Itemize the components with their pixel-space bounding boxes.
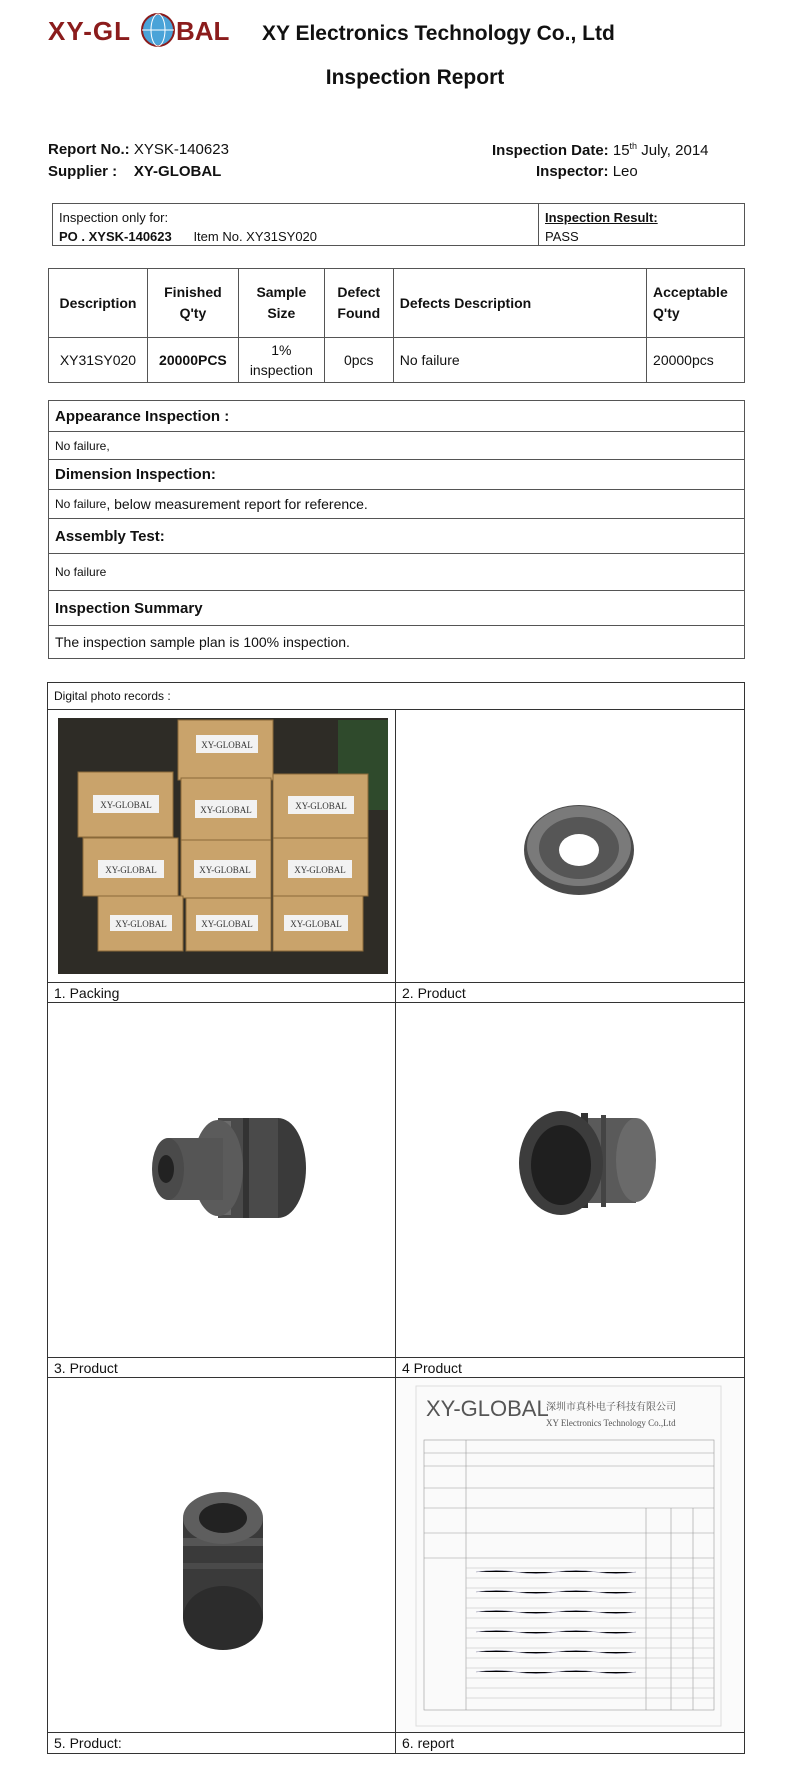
svg-text:XY-GLOBAL: XY-GLOBAL: [200, 805, 252, 815]
table-header-row: [49, 269, 745, 338]
cell-defects-description: No failure: [393, 338, 646, 383]
svg-text:BAL: BAL: [176, 16, 230, 46]
svg-text:XY-GL: XY-GL: [48, 16, 132, 46]
th-acceptable-qty: Acceptable Q'ty: [647, 269, 745, 338]
report-photo: [396, 1378, 744, 1733]
photo-cell-packing: [48, 710, 396, 1003]
svg-text:XY Electronics Technology Co.,: XY Electronics Technology Co.,Ltd: [546, 1418, 676, 1428]
company-logo: [48, 10, 248, 50]
svg-text:XY-GLOBAL: XY-GLOBAL: [290, 919, 342, 929]
supplier: Supplier : XY-GLOBAL: [48, 163, 222, 180]
assembly-title: Assembly Test:: [49, 519, 744, 554]
svg-text:XY-GLOBAL: XY-GLOBAL: [105, 865, 157, 875]
svg-text:XY-GLOBAL: XY-GLOBAL: [426, 1396, 549, 1421]
po-line: PO . XYSK-140623 Item No. XY31SY020: [59, 229, 318, 244]
th-description: Description: [49, 269, 148, 338]
po-box: [52, 203, 745, 246]
th-finished-qty: Finished Q'ty: [147, 269, 238, 338]
cell-sample-size: 1% inspection: [238, 338, 324, 383]
svg-text:XY-GLOBAL: XY-GLOBAL: [199, 865, 251, 875]
th-sample-size: Sample Size: [238, 269, 324, 338]
assembly-text: No failure: [49, 554, 744, 591]
th-defects-description: Defects Description: [393, 269, 646, 338]
product-photo-2: [396, 710, 744, 983]
product-photo-4: [396, 1003, 744, 1358]
cell-acceptable-qty: 20000pcs: [647, 338, 745, 383]
dimension-text: No failure , below measurement report for reference.: [49, 490, 744, 519]
photo-row-1: [48, 710, 744, 1003]
svg-text:XY-GLOBAL: XY-GLOBAL: [100, 800, 152, 810]
photo-row-3: [48, 1378, 744, 1753]
svg-text:XY-GLOBAL: XY-GLOBAL: [201, 919, 253, 929]
report-title: Inspection Report: [325, 66, 505, 89]
dimension-title: Dimension Inspection:: [49, 460, 744, 490]
product-photo-3: [48, 1003, 395, 1358]
packing-photo: [48, 710, 395, 983]
photo-cell-product-2: [396, 710, 744, 1003]
appearance-title: Appearance Inspection :: [49, 401, 744, 432]
caption-2: 2. Product: [396, 983, 744, 1003]
summary-title: Inspection Summary: [49, 591, 744, 626]
photo-row-2: [48, 1003, 744, 1378]
svg-text:XY-GLOBAL: XY-GLOBAL: [201, 740, 253, 750]
inspector: Inspector: Leo: [536, 163, 638, 180]
cell-defect-found: 0pcs: [324, 338, 393, 383]
photo-records: [47, 682, 745, 1754]
inspection-sections: [48, 400, 745, 659]
product-photo-5: [48, 1378, 395, 1733]
result-label: Inspection Result:: [545, 210, 658, 225]
svg-text:XY-GLOBAL: XY-GLOBAL: [295, 801, 347, 811]
svg-text:深圳市真朴电子科技有限公司: 深圳市真朴电子科技有限公司: [546, 1402, 676, 1413]
photo-cell-product-3: [48, 1003, 396, 1378]
appearance-text: No failure,: [49, 432, 744, 460]
caption-5: 5. Product:: [54, 1735, 122, 1751]
photos-title: Digital photo records :: [48, 683, 744, 710]
result-value: PASS: [545, 229, 579, 244]
th-defect-found: Defect Found: [324, 269, 393, 338]
company-name: XY Electronics Technology Co., Ltd: [262, 22, 615, 45]
photo-cell-report: [396, 1378, 744, 1753]
summary-table: [48, 268, 745, 383]
caption-3: 3. Product: [48, 1358, 395, 1378]
photo-cell-product-5: [48, 1378, 396, 1753]
summary-text: The inspection sample plan is 100% inspection.: [55, 634, 350, 650]
caption-4: 4 Product: [396, 1358, 744, 1378]
caption-6: 6. report: [402, 1735, 455, 1751]
cell-description: XY31SY020: [49, 338, 148, 383]
caption-1: 1. Packing: [48, 983, 395, 1003]
cell-finished-qty: 20000PCS: [147, 338, 238, 383]
report-no: Report No.: XYSK-140623: [48, 141, 229, 158]
svg-text:XY-GLOBAL: XY-GLOBAL: [294, 865, 346, 875]
photo-cell-product-4: [396, 1003, 744, 1378]
po-label: Inspection only for:: [59, 210, 169, 225]
inspection-date: Inspection Date: 15th July, 2014: [492, 141, 709, 159]
table-row: [49, 338, 745, 383]
svg-text:XY-GLOBAL: XY-GLOBAL: [115, 919, 167, 929]
